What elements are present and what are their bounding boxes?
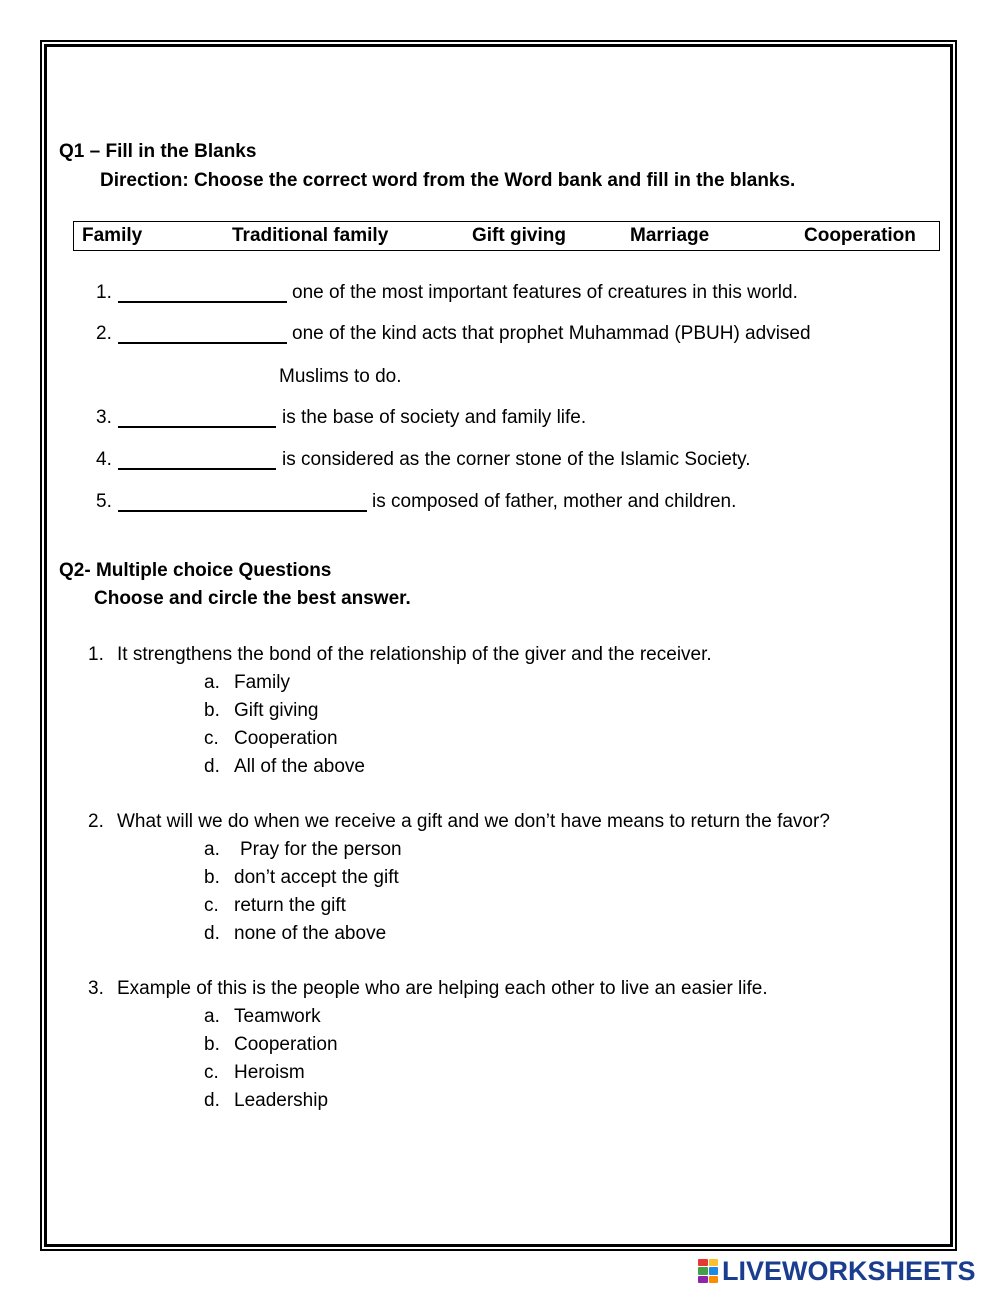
option-text: Teamwork (234, 1006, 321, 1027)
q1-direction: Direction: Choose the correct word from the Word bank and fill in the blanks. (100, 170, 796, 191)
option-text: Cooperation (234, 1034, 338, 1055)
option-letter: d. (204, 756, 220, 777)
question-text: What will we do when we receive a gift and we don’t have means to return the favor? (117, 811, 830, 832)
option-letter: a. (204, 839, 220, 860)
liveworksheets-logo[interactable] (698, 1255, 976, 1286)
question-text: It strengthens the bond of the relationship of the giver and the receiver. (117, 644, 712, 665)
word-bank-item: Traditional family (232, 225, 389, 246)
item-text: is considered as the corner stone of the Islamic Society. (282, 449, 751, 470)
option-letter: d. (204, 1090, 220, 1111)
answer-blank[interactable] (118, 301, 287, 303)
item-number: 4. (96, 449, 112, 470)
option-letter: b. (204, 700, 220, 721)
option-text: Family (234, 672, 290, 693)
liveworksheets-logo-icon (698, 1259, 718, 1283)
word-bank (73, 221, 940, 251)
answer-blank[interactable] (118, 342, 287, 344)
option-text: don’t accept the gift (234, 867, 399, 888)
q2-title: Q2- Multiple choice Questions (59, 560, 332, 581)
option-letter: b. (204, 867, 220, 888)
option-letter: b. (204, 1034, 220, 1055)
option-text: Gift giving (234, 700, 319, 721)
word-bank-item: Cooperation (804, 225, 916, 246)
item-text-continuation: Muslims to do. (279, 366, 402, 387)
item-text: one of the most important features of creatures in this world. (292, 282, 798, 303)
logo-text: LIVEWORKSHEETS (722, 1255, 976, 1286)
option-letter: a. (204, 1006, 220, 1027)
question-number: 3. (88, 978, 104, 999)
question-text: Example of this is the people who are helping each other to live an easier life. (117, 978, 768, 999)
option-text: return the gift (234, 895, 346, 916)
question-number: 1. (88, 644, 104, 665)
answer-blank[interactable] (118, 468, 276, 470)
option-text: Cooperation (234, 728, 338, 749)
item-text: is composed of father, mother and children. (372, 491, 737, 512)
option-letter: d. (204, 923, 220, 944)
option-letter: a. (204, 672, 220, 693)
word-bank-item: Gift giving (472, 225, 566, 246)
item-text: is the base of society and family life. (282, 407, 587, 428)
item-number: 1. (96, 282, 112, 303)
question-number: 2. (88, 811, 104, 832)
q2-direction: Choose and circle the best answer. (94, 588, 411, 609)
option-text: Pray for the person (240, 839, 402, 860)
word-bank-item: Family (82, 225, 143, 246)
answer-blank[interactable] (118, 426, 276, 428)
option-letter: c. (204, 895, 219, 916)
q1-title: Q1 – Fill in the Blanks (59, 141, 257, 162)
option-text: Heroism (234, 1062, 305, 1083)
word-bank-item: Marriage (630, 225, 710, 246)
option-text: All of the above (234, 756, 365, 777)
item-number: 5. (96, 491, 112, 512)
option-letter: c. (204, 728, 219, 749)
item-number: 3. (96, 407, 112, 428)
item-number: 2. (96, 323, 112, 344)
option-text: Leadership (234, 1090, 329, 1111)
option-text: none of the above (234, 923, 387, 944)
option-letter: c. (204, 1062, 219, 1083)
item-text: one of the kind acts that prophet Muhammad (PBUH) advised (292, 323, 811, 344)
answer-blank[interactable] (118, 510, 367, 512)
